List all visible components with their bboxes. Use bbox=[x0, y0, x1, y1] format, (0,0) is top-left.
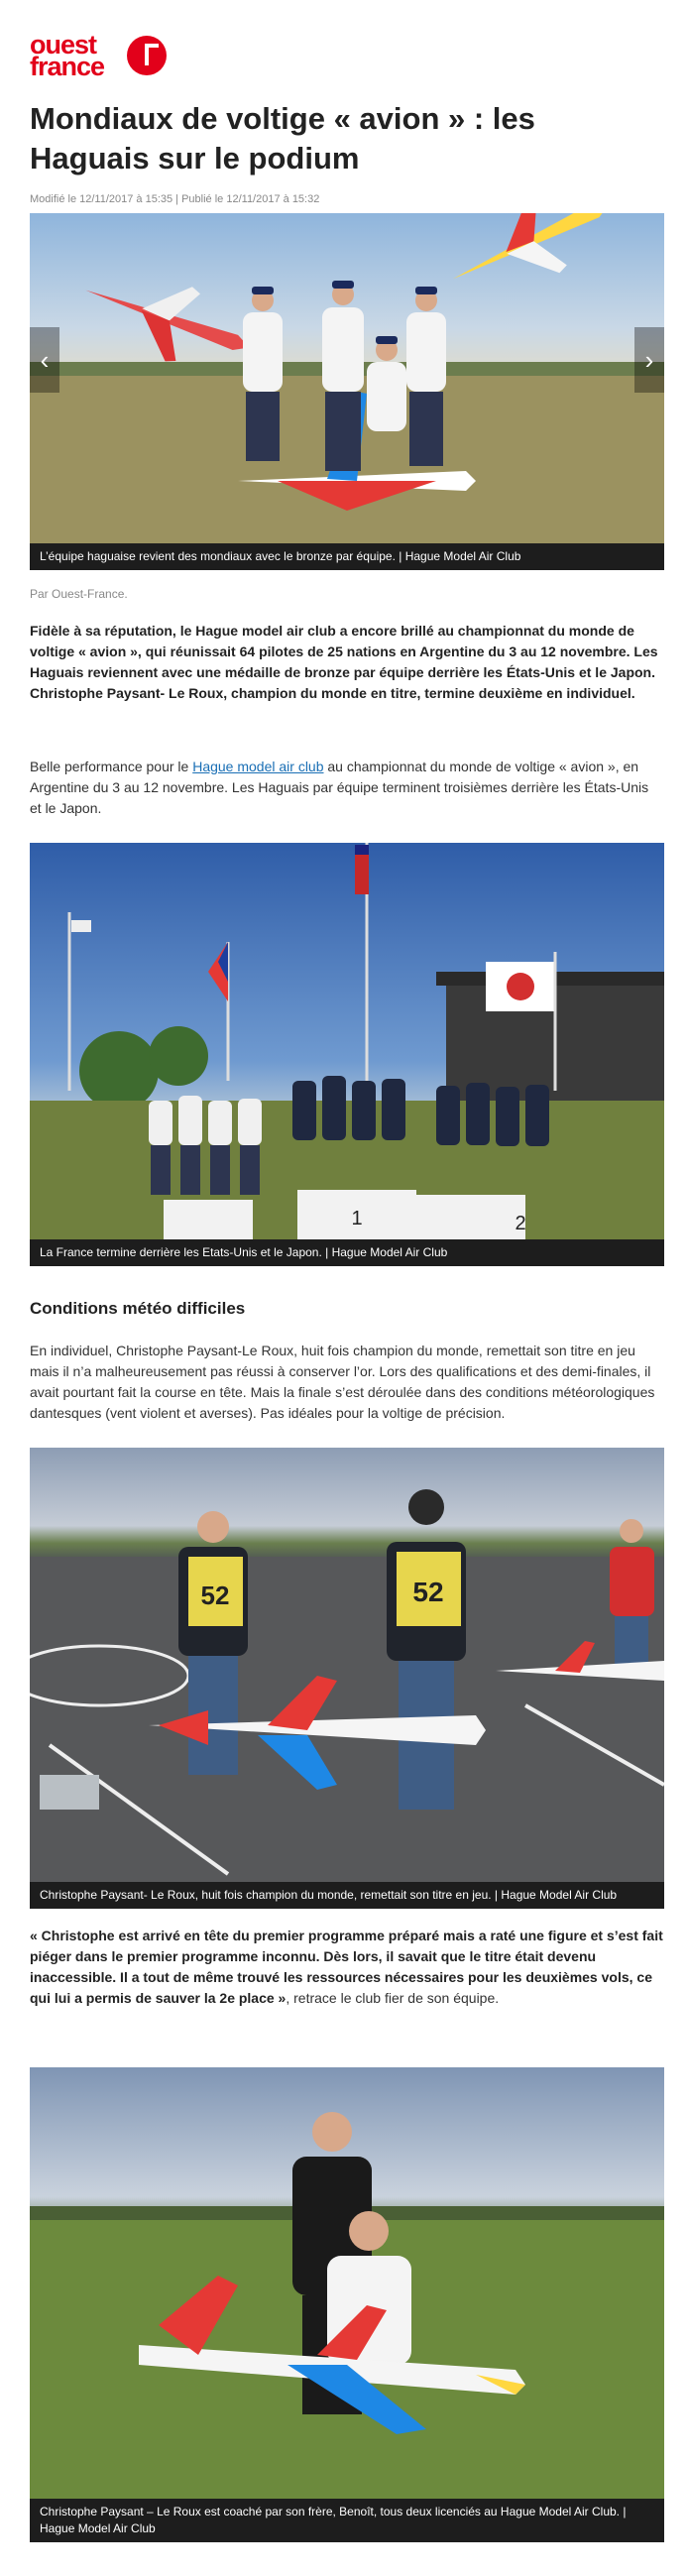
logo-f-mark bbox=[127, 36, 167, 75]
podium-illustration bbox=[30, 843, 664, 1239]
logo-line-1: ouest bbox=[30, 30, 97, 59]
pilots-caption: Christophe Paysant- Le Roux, huit fois champion du monde, remettait son titre en jeu. | Hague Model Air Club bbox=[30, 1882, 664, 1909]
club-quote bbox=[30, 1926, 664, 2009]
paragraph-1-text-b: au championnat du monde de voltige « avion », en Argentine du 3 au 12 novembre. Les Haguais par équipe terminent troisièmes derrière les États-Unis et le Japon. bbox=[30, 759, 649, 816]
team-photo bbox=[30, 213, 664, 543]
article-dates: Modifié le 12/11/2017 à 15:35 | Publié le 12/11/2017 à 15:32 bbox=[30, 193, 320, 205]
podium-number-1: 1 bbox=[351, 1208, 363, 1229]
carousel-prev-button[interactable] bbox=[30, 327, 59, 393]
paragraph-1-text-a: Belle performance pour le bbox=[30, 759, 193, 774]
bib-number-1: 52 bbox=[200, 1581, 230, 1610]
quote-tail-text: , retrace le club fier de son équipe. bbox=[286, 1990, 500, 2006]
pilots-illustration bbox=[30, 1448, 664, 1882]
quote-bold-text: « Christophe est arrivé en tête du premier programme préparé mais a raté une figure et s’est fait piéger dans le premier programme inconnu. Dès lors, il savait que le titre était devenu inaccessible. Il a tout de même trouvé les ressources nécessaires pour les deuxièmes vols, ce qui lui a permis de sauver la 2e place » bbox=[30, 1928, 663, 2006]
podium-figure bbox=[30, 843, 664, 1266]
chevron-left-icon: ‹ bbox=[40, 345, 50, 375]
ouest-france-logo[interactable] bbox=[30, 30, 178, 81]
logo-line-2: france bbox=[30, 52, 105, 81]
pilots-figure bbox=[30, 1448, 664, 1909]
team-photo-illustration bbox=[30, 213, 664, 543]
logo-wordmark bbox=[30, 30, 105, 81]
podium-photo bbox=[30, 843, 664, 1239]
carousel-next-button[interactable] bbox=[634, 327, 664, 393]
paragraph-2: En individuel, Christophe Paysant-Le Roux, huit fois champion du monde, remettait son titre en jeu mais il n’a malheureusement pas réussi à conserver l’or. Lors des qualifications et des demi-finales, il avait pourtant fait la course en tête. Mais la finale s’est déroulée dans des conditions météorologiques dantesques (vent violent et averses). Pas idéales pour la voltige de précision. bbox=[30, 1343, 655, 1421]
section-heading: Conditions météo difficiles bbox=[30, 1299, 246, 1318]
coach-caption: Christophe Paysant – Le Roux est coaché par son frère, Benoît, tous deux licenciés au Hague Model Air Club. | Hague Model Air Club bbox=[30, 2499, 664, 2542]
coach-photo bbox=[30, 2067, 664, 2499]
article-lead: Fidèle à sa réputation, le Hague model air club a encore brillé au championnat du monde de voltige « avion », qui réunissait 64 pilotes de 25 nations en Argentine du 3 au 12 novembre. Les Haguais reviennent avec une médaille de bronze par équipe derrière les États-Unis et le Japon. Christophe Paysant- Le Roux, champion du monde en titre, termine deuxième en individuel. bbox=[30, 623, 658, 701]
chevron-right-icon: › bbox=[644, 345, 654, 375]
byline: Par Ouest-France. bbox=[30, 587, 128, 601]
coach-figure bbox=[30, 2067, 664, 2542]
podium-caption: La France termine derrière les Etats-Unis et le Japon. | Hague Model Air Club bbox=[30, 1239, 664, 1266]
coach-illustration bbox=[30, 2067, 664, 2499]
podium-number-2: 2 bbox=[515, 1213, 526, 1234]
paragraph-1 bbox=[30, 757, 660, 819]
photo-caption: L’équipe haguaise revient des mondiaux avec le bronze par équipe. | Hague Model Air Club bbox=[30, 543, 664, 570]
bib-number-2: 52 bbox=[412, 1577, 444, 1607]
article-title: Mondiaux de voltige « avion » : les Haguais sur le podium bbox=[30, 101, 535, 176]
photo-carousel bbox=[30, 213, 664, 570]
pilots-photo bbox=[30, 1448, 664, 1882]
club-link[interactable]: Hague model air club bbox=[192, 759, 324, 774]
